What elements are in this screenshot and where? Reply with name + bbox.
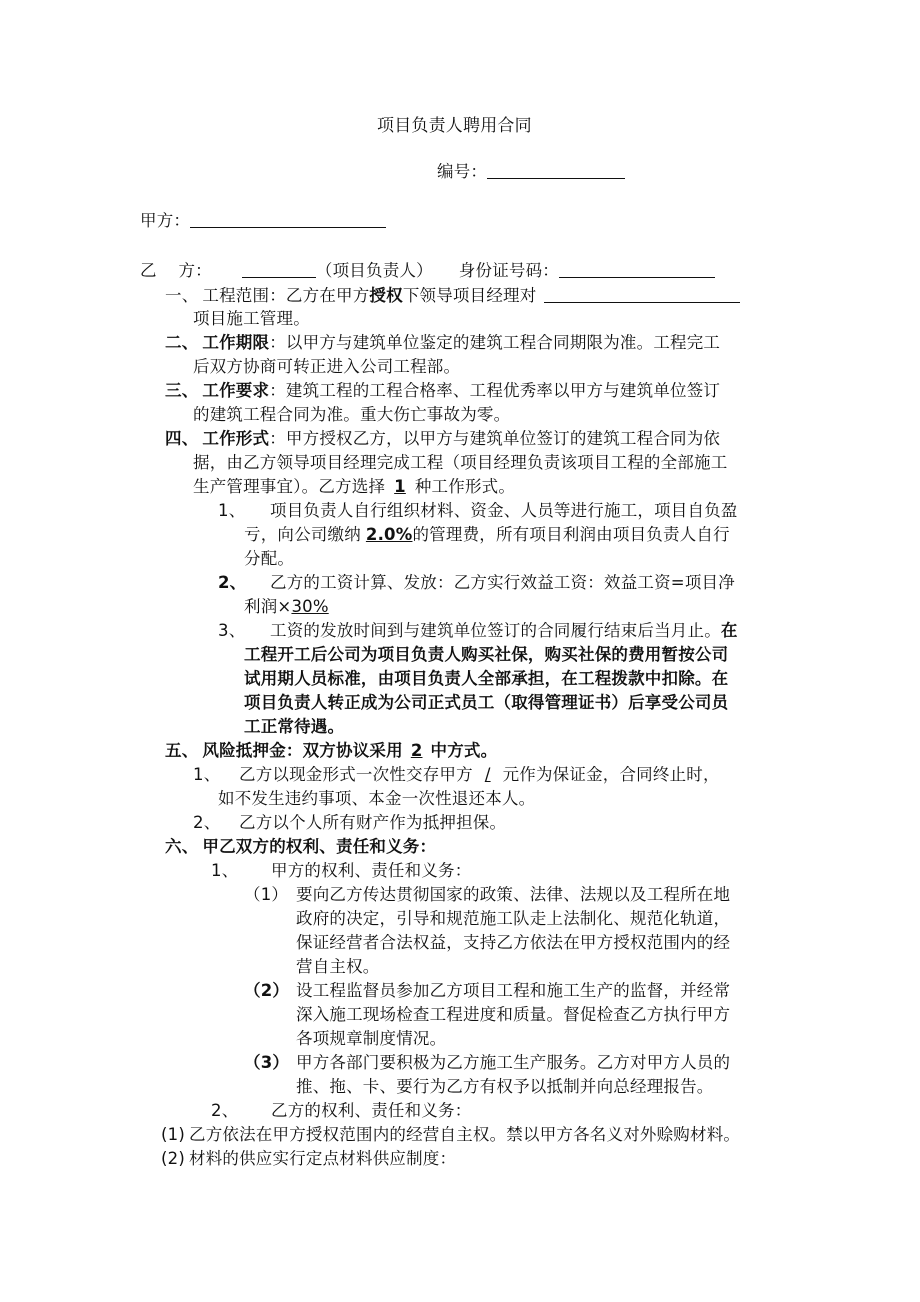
section-4-line3b: 种工作形式。 bbox=[414, 477, 516, 496]
id-label: 身份证号码： bbox=[458, 261, 559, 280]
item-6-1-p1-l2: 政府的决定，引导和规范施工队走上法制化、规范化轨道， bbox=[296, 909, 731, 928]
item-6-1-p1-l4: 营自主权。 bbox=[296, 957, 380, 976]
party-a-label: 甲方： bbox=[140, 211, 191, 230]
item-4-3-num: 3、 bbox=[218, 621, 246, 640]
section-5 bbox=[165, 739, 497, 763]
item-6-2 bbox=[211, 1099, 471, 1123]
section-4-line3 bbox=[193, 475, 515, 499]
item-6-1-p3-l1: 甲方各部门要积极为乙方施工生产服务。乙方对甲方人员的 bbox=[296, 1053, 731, 1072]
item-6-1-head: 甲方的权利、责任和义务： bbox=[271, 861, 472, 880]
section-1-cont: 项目施工管理。 bbox=[193, 309, 310, 328]
item-5-1 bbox=[193, 763, 720, 787]
item-6-1-p2-l3: 各项规章制度情况。 bbox=[296, 1029, 447, 1048]
section-3-text: ：建筑工程的工程合格率、工程优秀率以甲方与建筑单位签订 bbox=[269, 381, 721, 400]
section-3-cont: 的建筑工程合同为准。重大伤亡事故为零。 bbox=[193, 405, 511, 424]
item-5-2-l1: 乙方以个人所有财产作为抵押担保。 bbox=[239, 813, 507, 832]
section-3-head: 工作要求 bbox=[202, 381, 270, 400]
item-6-2-p1-text: 乙方依法在甲方授权范围内的经营自主权。禁以甲方各名义对外赊购材料。 bbox=[189, 1125, 741, 1144]
number-label: 编号： bbox=[437, 162, 488, 181]
party-b-blank bbox=[242, 260, 316, 278]
item-6-1-p3-num: （3） bbox=[244, 1053, 290, 1072]
section-2-text: ：以甲方与建筑单位鉴定的建筑工程合同期限为准。工程完工 bbox=[269, 333, 721, 352]
section-2 bbox=[165, 331, 720, 355]
item-6-1-p2-l2: 深入施工现场检查工程进度和质量。督促检查乙方执行甲方 bbox=[296, 1005, 731, 1024]
section-5-head-b: 中方式。 bbox=[430, 741, 498, 760]
party-a-blank bbox=[190, 210, 386, 228]
page-title: 项目负责人聘用合同 bbox=[377, 116, 532, 136]
item-6-2-num: 2、 bbox=[211, 1101, 239, 1120]
section-2-cont: 后双方协商可转正进入公司工程部。 bbox=[193, 357, 461, 376]
item-4-1-l3: 分配。 bbox=[244, 549, 295, 568]
section-3-num: 三、 bbox=[165, 381, 199, 400]
item-5-1-l1b: 元作为保证金，合同终止时， bbox=[502, 765, 720, 784]
section-5-num: 五、 bbox=[165, 741, 199, 760]
item-5-1-l2: 如不发生违约事项、本金一次性退还本人。 bbox=[218, 789, 536, 808]
section-4 bbox=[165, 427, 720, 451]
section-3 bbox=[165, 379, 720, 403]
item-6-2-p1-num: (1) bbox=[161, 1125, 185, 1144]
item-6-1-p3-l2: 推、拖、卡、要行为乙方有权予以抵制并向总经理报告。 bbox=[296, 1077, 714, 1096]
section-4-text: ：甲方授权乙方，以甲方与建筑单位签订的建筑工程合同为依 bbox=[269, 429, 721, 448]
item-6-1 bbox=[211, 859, 471, 883]
item-6-1-num: 1、 bbox=[211, 861, 239, 880]
item-4-2-l1: 乙方的工资计算、发放：乙方实行效益工资：效益工资=项目净 bbox=[270, 573, 735, 592]
item-5-2-num: 2、 bbox=[193, 813, 221, 832]
item-6-1-p1-l3: 保证经营者合法权益，支持乙方依法在甲方授权范围内的经 bbox=[296, 933, 731, 952]
item-4-3-l1a: 工资的发放时间到与建筑单位签订的合同履行结束后当月止。 bbox=[270, 621, 721, 640]
item-5-1-num: 1、 bbox=[193, 765, 221, 784]
item-6-1-p1 bbox=[244, 883, 730, 907]
item-6-1-p2-num: （2） bbox=[244, 981, 290, 1000]
item-4-2-l2a: 利润× bbox=[244, 597, 292, 616]
item-6-2-p2-num: (2) bbox=[161, 1149, 185, 1168]
section-4-line2: 据，由乙方领导项目经理完成工程（项目经理负责该项目工程的全部施工 bbox=[193, 453, 728, 472]
section-6-head: 甲乙双方的权利、责任和义务： bbox=[202, 837, 437, 856]
profit-share-rate: 30% bbox=[291, 597, 329, 616]
item-4-3-l1b: 在 bbox=[720, 621, 738, 640]
management-fee-rate: 2.0% bbox=[365, 525, 413, 544]
item-4-1-num: 1、 bbox=[218, 501, 246, 520]
item-4-3-l5: 工正常待遇。 bbox=[244, 717, 345, 736]
party-a-row bbox=[140, 209, 386, 233]
section-4-line3a: 生产管理事宜）。乙方选择 bbox=[193, 477, 386, 496]
work-form-choice: 1 bbox=[394, 477, 406, 496]
item-6-2-p2 bbox=[161, 1147, 456, 1171]
item-4-1-l2 bbox=[244, 523, 730, 547]
item-6-1-p3 bbox=[244, 1051, 730, 1075]
section-5-head-a: 风险抵押金：双方协议采用 bbox=[202, 741, 403, 760]
item-4-2-num: 2、 bbox=[218, 573, 247, 592]
section-1-num: 一、 bbox=[165, 286, 199, 305]
section-2-head: 工作期限 bbox=[202, 333, 270, 352]
section-4-head: 工作形式 bbox=[202, 429, 270, 448]
item-4-1-l2b: 的管理费，所有项目利润由项目负责人自行 bbox=[412, 525, 730, 544]
item-6-2-p1 bbox=[161, 1123, 740, 1147]
item-4-2-l2 bbox=[244, 595, 329, 619]
section-1-text-b: 下领导项目经理对 bbox=[402, 286, 537, 305]
section-1-head: 工程范围 bbox=[202, 286, 270, 305]
section-6 bbox=[165, 835, 436, 859]
item-6-1-p2-l1: 设工程监督员参加乙方项目工程和施工生产的监督，并经常 bbox=[296, 981, 731, 1000]
item-4-3 bbox=[218, 619, 738, 643]
section-2-num: 二、 bbox=[165, 333, 199, 352]
deposit-method-choice: 2 bbox=[410, 741, 423, 760]
item-6-2-head: 乙方的权利、责任和义务： bbox=[271, 1101, 472, 1120]
item-4-3-l3: 试用期人员标准，由项目负责人全部承担，在工程拨款中扣除。在 bbox=[244, 669, 729, 688]
section-6-num: 六、 bbox=[165, 837, 199, 856]
number-blank bbox=[487, 161, 625, 179]
item-5-1-l1a: 乙方以现金形式一次性交存甲方 bbox=[239, 765, 473, 784]
section-1-blank bbox=[544, 285, 740, 303]
item-4-1-l2a: 亏，向公司缴纳 bbox=[244, 525, 361, 544]
contract-number-row bbox=[437, 160, 625, 184]
item-5-2 bbox=[193, 811, 506, 835]
section-1 bbox=[165, 284, 740, 308]
item-6-1-p1-num: （1） bbox=[244, 885, 289, 904]
party-b-role: （项目负责人） bbox=[315, 261, 433, 280]
section-1-text: ：乙方在甲方 bbox=[269, 286, 370, 305]
deposit-amount: / bbox=[484, 765, 491, 784]
item-6-2-p2-text: 材料的供应实行定点材料供应制度： bbox=[189, 1149, 457, 1168]
item-6-1-p1-l1: 要向乙方传达贯彻国家的政策、法律、法规以及工程所在地 bbox=[296, 885, 731, 904]
party-b-label: 乙 方： bbox=[140, 261, 212, 280]
item-4-3-l2: 工程开工后公司为项目负责人购买社保，购买社保的费用暂按公司 bbox=[244, 645, 729, 664]
party-b-row bbox=[140, 259, 715, 283]
section-4-num: 四、 bbox=[165, 429, 199, 448]
item-4-2 bbox=[218, 571, 735, 595]
section-1-bold: 授权 bbox=[369, 286, 403, 305]
id-blank bbox=[559, 260, 715, 278]
item-4-1-l1: 项目负责人自行组织材料、资金、人员等进行施工，项目自负盈 bbox=[270, 501, 738, 520]
item-4-1 bbox=[218, 499, 738, 523]
item-6-1-p2 bbox=[244, 979, 730, 1003]
item-4-3-l4: 项目负责人转正成为公司正式员工（取得管理证书）后享受公司员 bbox=[244, 693, 729, 712]
